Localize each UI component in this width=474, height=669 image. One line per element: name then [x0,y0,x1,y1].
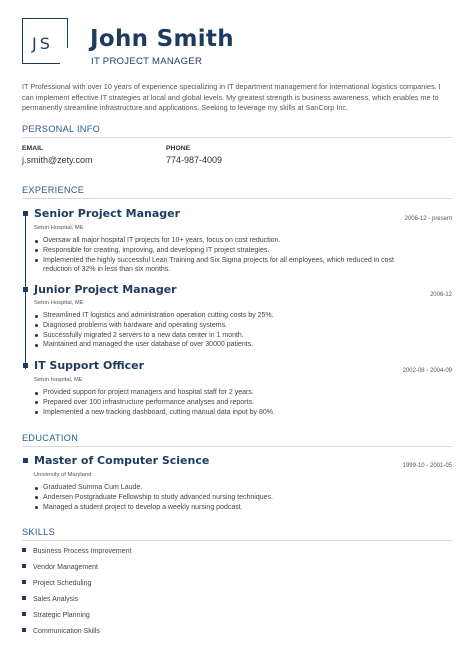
skill-item [22,580,91,587]
timeline-marker [23,363,28,368]
list-item: Maintained and managed the user database of over 30000 patients. [34,340,424,350]
job-dates: 2002-08 - 2004-09 [402,368,452,374]
timeline-marker [23,211,28,216]
job-bullets [34,311,424,350]
job-employer: Seton Hospital, ME [34,300,84,306]
skill-item [22,548,131,555]
skill-item [22,612,90,619]
list-item: Prepared over 100 infrastructure performance analyses and reports. [34,398,424,408]
skill-label: Communication Skills [33,628,100,635]
bullet-square-icon [22,612,26,616]
monogram-logo [22,18,76,68]
skill-item [22,596,78,603]
skill-label: Sales Analysis [33,596,79,603]
education-dates: 1999-10 - 2001-05 [402,463,452,469]
professional-summary: IT Professional with over 10 years of experience specializing in IT department management for international logistics companies. I can implement effective IT strategies at local and global levels. My greatest strength is business awareness, which enables me to permanently streamline infrastructure and applications. Seeking to leverage my skills at SanCorp Inc. [22,82,441,113]
job-title: IT Support Officer [34,359,145,372]
bullet-square-icon [22,548,26,552]
skill-label: Business Process Improvement [33,548,132,555]
phone-value[interactable]: 774-987-4009 [166,155,223,165]
section-title-experience: EXPERIENCE [22,185,85,195]
timeline-marker [23,458,28,463]
list-item: Diagnosed problems with hardware and operating systems. [34,321,424,331]
section-title-education: EDUCATION [22,433,79,443]
list-item: Implemented the highly successful Lean Training and Six Sigma projects for all employees, which reduced in cost reduction of 32% in less than six months. [34,256,424,276]
list-item: Responsible for creating, improving, and developing IT project strategies. [34,246,424,256]
skill-item [22,564,98,571]
section-divider [22,198,452,199]
education-bullets [34,483,424,512]
job-dates: 2006-12 [429,292,452,298]
list-item: Implemented a new tracking dashboard, cutting manual data input by 80%. [34,408,424,418]
email-label: EMAIL [22,145,44,152]
bullet-square-icon [22,564,26,568]
job-employer: Seton Hospital, ME [34,225,84,231]
skill-label: Project Scheduling [33,580,92,587]
school-name: University of Maryland [34,472,92,478]
list-item: Streamlined IT logistics and administration operation cutting costs by 25%. [34,311,424,321]
email-value[interactable]: j.smith@zety.com [22,155,93,165]
candidate-name: John Smith [90,26,234,52]
skill-label: Vendor Management [33,564,98,571]
list-item: Managed a student project to develop a weekly nursing podcast. [34,503,424,513]
list-item: Oversaw all major hospital IT projects for 10+ years, focus on cost reduction. [34,236,424,246]
bullet-square-icon [22,580,26,584]
section-divider [22,446,452,447]
phone-label: PHONE [166,145,191,152]
section-title-personal-info: PERSONAL INFO [22,124,101,134]
degree-title: Master of Computer Science [34,454,210,467]
section-divider [22,137,452,138]
list-item: Provided support for project managers and hospital staff for 2 years. [34,388,424,398]
section-divider [22,540,452,541]
candidate-title: IT PROJECT MANAGER [91,56,203,67]
list-item: Graduated Summa Cum Laude. [34,483,424,493]
monogram-initials: JS [32,34,53,53]
list-item: Andersen Postgraduate Fellowship to study advanced nursing techniques. [34,493,424,503]
skill-item [22,628,100,635]
job-employer: Seton hospital, ME [34,377,83,383]
job-bullets [34,388,424,417]
job-title: Junior Project Manager [34,283,177,296]
timeline-marker [23,287,28,292]
list-item: Successfully migrated 2 servers to a new data center in 1 month. [34,331,424,341]
skill-label: Strategic Planning [33,612,90,619]
bullet-square-icon [22,628,26,632]
job-bullets [34,236,424,275]
job-dates: 2006-12 - present [404,216,452,222]
section-title-skills: SKILLS [22,527,55,537]
job-title: Senior Project Manager [34,207,181,220]
bullet-square-icon [22,596,26,600]
